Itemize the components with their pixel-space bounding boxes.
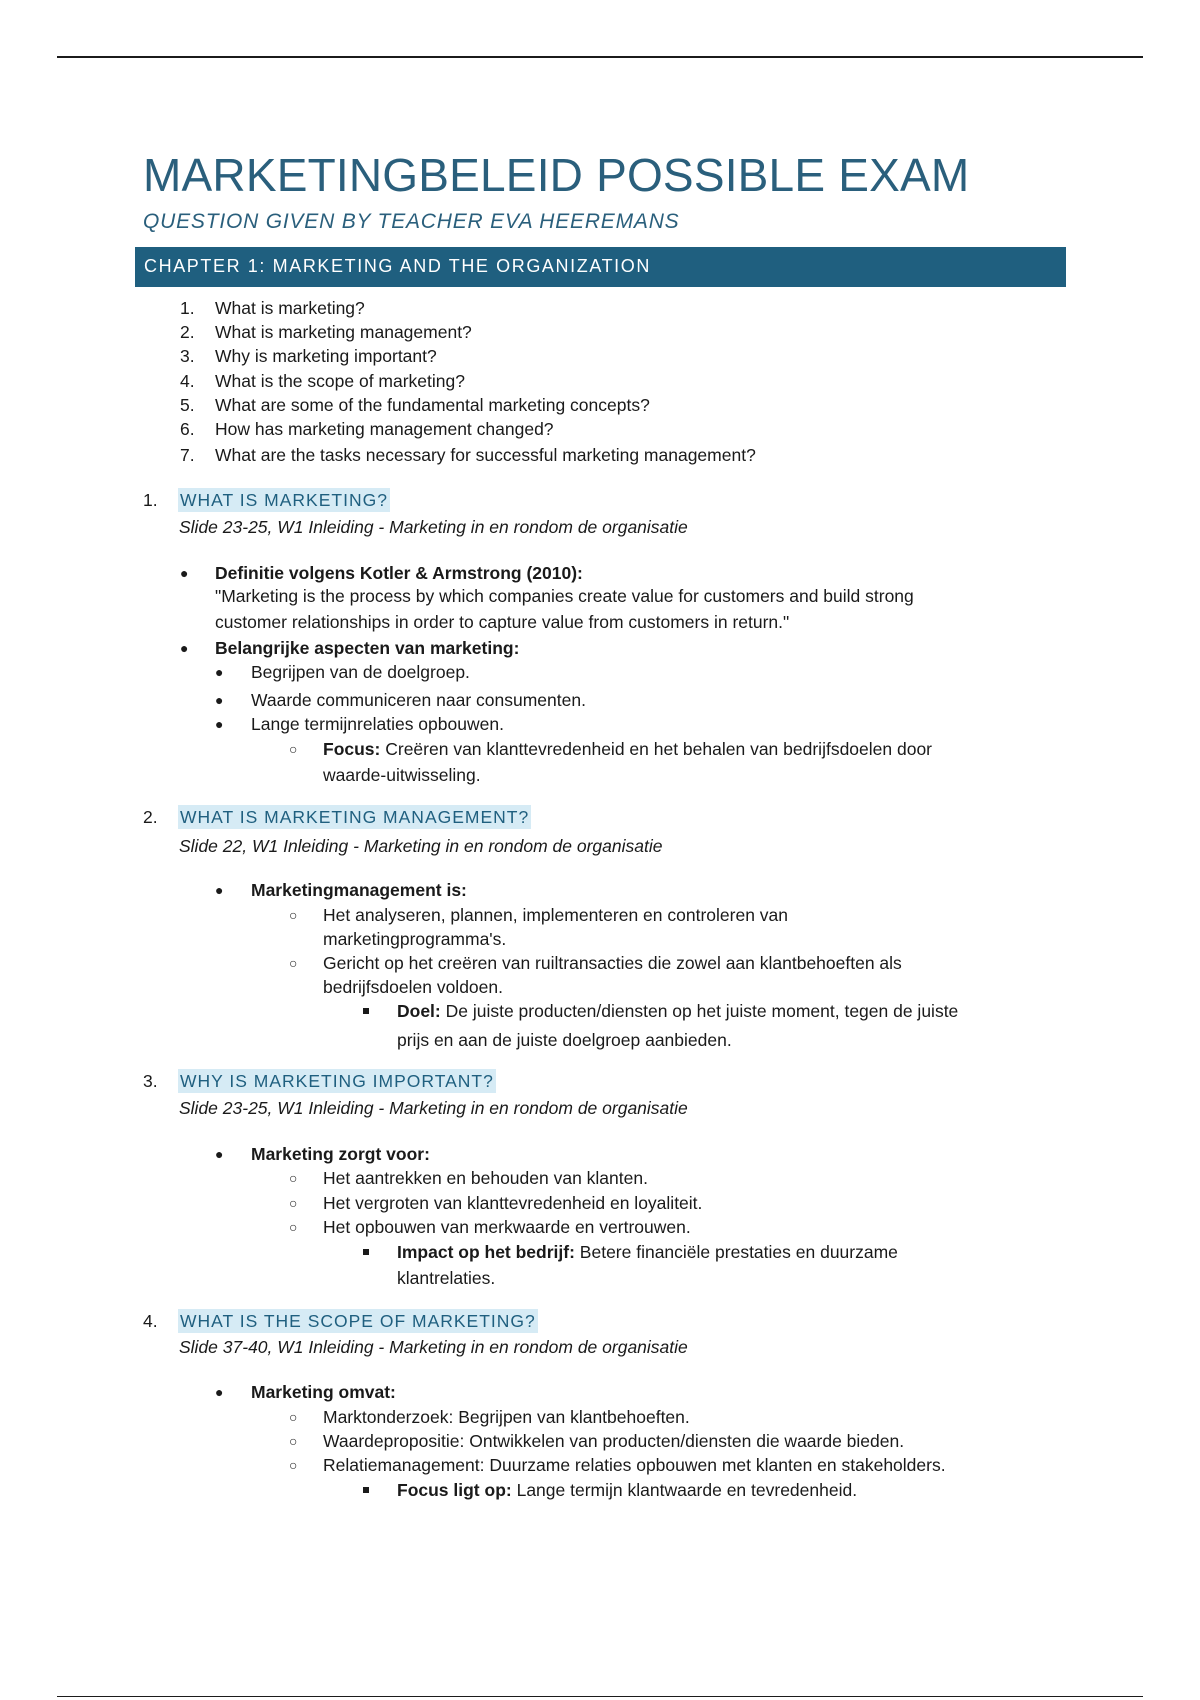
bullet-icon: ● <box>215 692 224 708</box>
list-item-number: 3. <box>180 346 195 366</box>
list-item: Het opbouwen van merkwaarde en vertrouwen. <box>323 1217 691 1237</box>
page-subtitle: QUESTION GIVEN BY TEACHER EVA HEEREMANS <box>143 210 680 233</box>
section-number: 3. <box>143 1071 158 1091</box>
list-item: What is marketing? <box>215 298 365 318</box>
focus-body: Creëren van klanttevredenheid en het behalen van bedrijfsdoelen door <box>380 739 933 759</box>
bullet-icon: ● <box>215 716 224 732</box>
section-source: Slide 22, W1 Inleiding - Marketing in en rondom de organisatie <box>179 836 663 856</box>
square-bullet-icon <box>363 1487 369 1493</box>
list-item: Begrijpen van de doelgroep. <box>251 662 470 682</box>
list-item: Waardepropositie: Ontwikkelen van producten/diensten die waarde bieden. <box>323 1431 905 1451</box>
list-item-number: 1. <box>180 298 195 318</box>
section-title: WHAT IS THE SCOPE OF MARKETING? <box>180 1311 536 1331</box>
chapter-heading: CHAPTER 1: MARKETING AND THE ORGANIZATION <box>144 256 651 276</box>
impact-body: Betere financiële prestaties en duurzame <box>574 1242 898 1262</box>
focus-text: waarde-uitwisseling. <box>323 765 481 785</box>
list-item-number: 4. <box>180 371 195 391</box>
impact-label: Impact op het bedrijf: <box>397 1242 575 1262</box>
bottom-rule <box>57 1696 1143 1697</box>
impact-text: klantrelaties. <box>397 1268 496 1288</box>
scope-focus-body: Lange termijn klantwaarde en tevredenheid. <box>511 1480 858 1500</box>
section-source: Slide 23-25, W1 Inleiding - Marketing in en rondom de organisatie <box>179 517 688 537</box>
scope-focus-text <box>397 1478 857 1502</box>
list-item-number: 7. <box>180 445 195 465</box>
focus-text <box>323 737 932 761</box>
list-item: What are the tasks necessary for successful marketing management? <box>215 445 756 465</box>
top-rule <box>57 56 1143 58</box>
list-item: Marktonderzoek: Begrijpen van klantbehoeften. <box>323 1407 690 1427</box>
bullet-icon: ● <box>215 1384 224 1400</box>
circle-bullet-icon: ○ <box>289 1409 298 1425</box>
scope-focus-label: Focus ligt op: <box>397 1480 512 1500</box>
list-item: Waarde communiceren naar consumenten. <box>251 690 586 710</box>
circle-bullet-icon: ○ <box>289 955 298 971</box>
focus-label: Focus: <box>323 739 381 759</box>
list-item: What are some of the fundamental marketing concepts? <box>215 395 650 415</box>
list-item: Het vergroten van klanttevredenheid en loyaliteit. <box>323 1193 703 1213</box>
definition-label: Definitie volgens Kotler & Armstrong (2010): <box>215 563 583 583</box>
aspects-label: Belangrijke aspecten van marketing: <box>215 638 520 658</box>
bullet-icon: ● <box>180 565 189 581</box>
square-bullet-icon <box>363 1008 369 1014</box>
list-item: bedrijfsdoelen voldoen. <box>323 977 503 997</box>
list-item: What is marketing management? <box>215 322 472 342</box>
section-title: WHY IS MARKETING IMPORTANT? <box>180 1071 494 1091</box>
circle-bullet-icon: ○ <box>289 1457 298 1473</box>
goal-text: prijs en aan de juiste doelgroep aanbieden. <box>397 1030 732 1050</box>
list-item: What is the scope of marketing? <box>215 371 465 391</box>
section-title: WHAT IS MARKETING MANAGEMENT? <box>180 807 530 827</box>
section-number: 4. <box>143 1311 158 1331</box>
list-item: Het aantrekken en behouden van klanten. <box>323 1168 648 1188</box>
list-item-number: 6. <box>180 419 195 439</box>
circle-bullet-icon: ○ <box>289 741 298 757</box>
goal-label: Doel: <box>397 1001 441 1021</box>
section-number: 1. <box>143 490 158 510</box>
bullet-icon: ● <box>215 664 224 680</box>
section-source: Slide 23-25, W1 Inleiding - Marketing in en rondom de organisatie <box>179 1098 688 1118</box>
page-title: MARKETINGBELEID POSSIBLE EXAM <box>143 149 970 201</box>
bullet-icon: ● <box>180 640 189 656</box>
management-label: Marketingmanagement is: <box>251 880 467 900</box>
goal-body: De juiste producten/diensten op het juiste moment, tegen de juiste <box>440 1001 959 1021</box>
circle-bullet-icon: ○ <box>289 1433 298 1449</box>
list-item: Relatiemanagement: Duurzame relaties opbouwen met klanten en stakeholders. <box>323 1455 946 1475</box>
section-title: WHAT IS MARKETING? <box>180 490 388 510</box>
circle-bullet-icon: ○ <box>289 907 298 923</box>
list-item: marketingprogramma's. <box>323 929 507 949</box>
square-bullet-icon <box>363 1249 369 1255</box>
section-source: Slide 37-40, W1 Inleiding - Marketing in en rondom de organisatie <box>179 1337 688 1357</box>
bullet-icon: ● <box>215 882 224 898</box>
definition-text: customer relationships in order to capture value from customers in return." <box>215 612 790 632</box>
list-item: Why is marketing important? <box>215 346 437 366</box>
circle-bullet-icon: ○ <box>289 1170 298 1186</box>
list-item: How has marketing management changed? <box>215 419 554 439</box>
importance-label: Marketing zorgt voor: <box>251 1144 430 1164</box>
list-item-number: 2. <box>180 322 195 342</box>
list-item: Gericht op het creëren van ruiltransacties die zowel aan klantbehoeften als <box>323 953 902 973</box>
circle-bullet-icon: ○ <box>289 1219 298 1235</box>
scope-label: Marketing omvat: <box>251 1382 396 1402</box>
list-item-number: 5. <box>180 395 195 415</box>
impact-text <box>397 1240 898 1264</box>
bullet-icon: ● <box>215 1146 224 1162</box>
section-number: 2. <box>143 807 158 827</box>
list-item: Lange termijnrelaties opbouwen. <box>251 714 504 734</box>
list-item: Het analyseren, plannen, implementeren en controleren van <box>323 905 789 925</box>
circle-bullet-icon: ○ <box>289 1195 298 1211</box>
goal-text <box>397 999 958 1023</box>
definition-text: "Marketing is the process by which companies create value for customers and build strong <box>215 586 914 606</box>
